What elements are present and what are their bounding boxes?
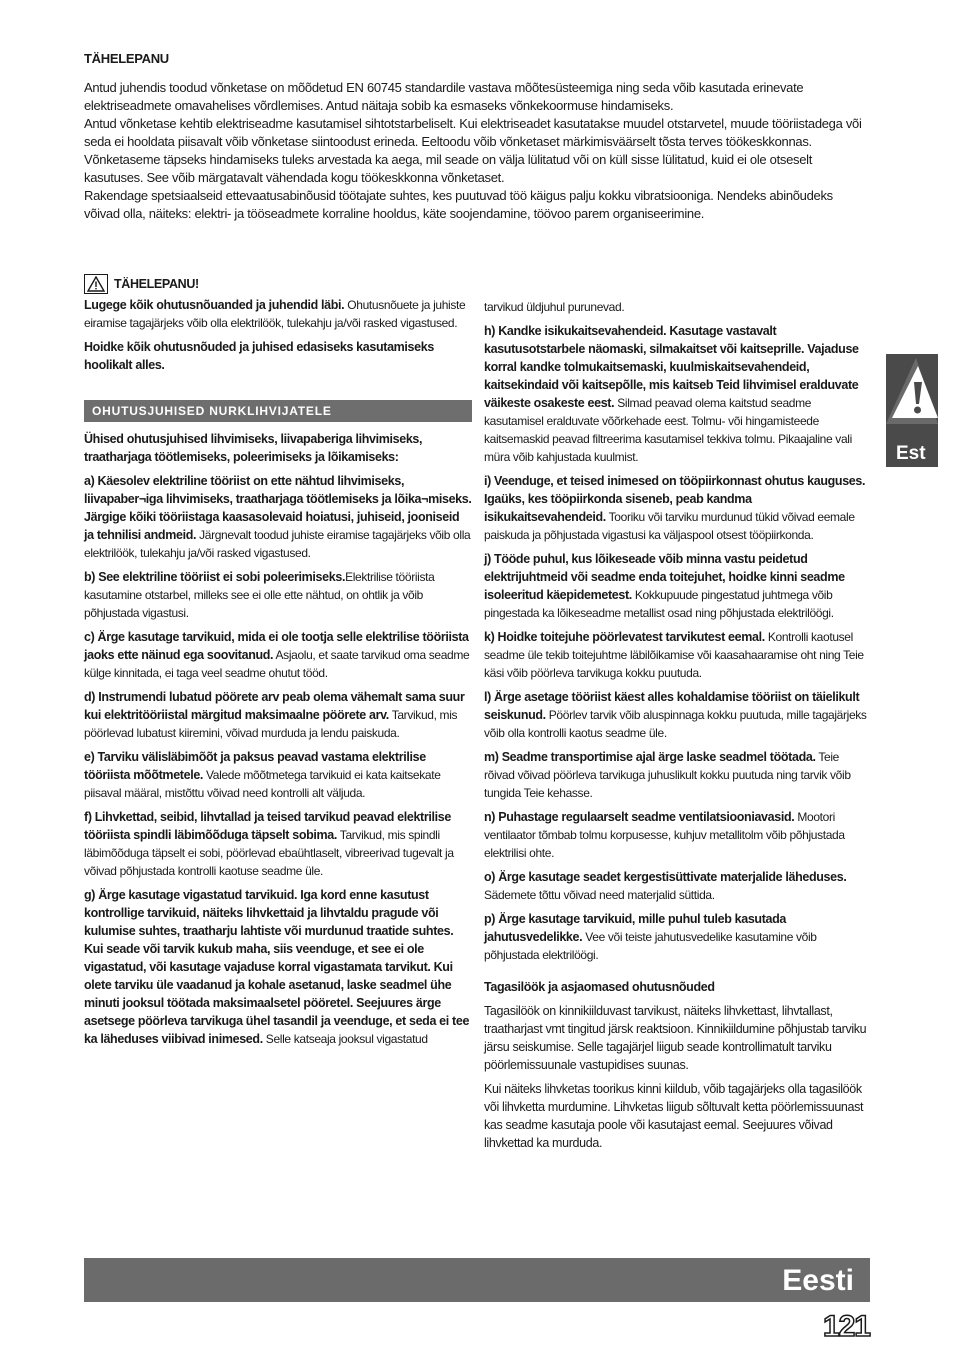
item-bold: f) Lihvkettad, seibid, lihvtallad ja teised tarvikud peavad elektrilise tööriista spindli läbimõõduga täpselt sobima.	[84, 810, 451, 842]
safety-item	[84, 688, 472, 742]
safety-item	[484, 688, 872, 742]
kickback-paragraph: Tagasilöök on kinnikiilduvast tarvikust, näiteks lihvkettast, lihvtallast, traatharjast vmt tingitud järsk reaktsioon. Kinnikiildumine põhjustab tarviku järsu seiskumise. Selle tagajärjel liigub seade kontrollimatult tarviku pöörlemissuunale vastupidises suunas.	[484, 1004, 867, 1072]
item-text: Tarvikud, mis pöörlevad lubatust kiiremini, võivad murduda ja lendu paiskuda.	[84, 708, 458, 740]
warning-bold: Lugege kõik ohutusnõuanded ja juhendid läbi.	[84, 298, 345, 312]
section-title: OHUTUSJUHISED NURKLIHVIJATELE	[84, 400, 472, 422]
kickback-subheading: Tagasilöök ja asjaomased ohutusnõuded	[484, 980, 715, 994]
item-text: Kokkupuude pingestatud juhtmega võib pingestada ka lõikeseadme metallist osad ning põhjustada elektrilöögi.	[484, 588, 834, 620]
vibration-notice	[84, 50, 870, 223]
item-bold: o) Ärge kasutage seadet kergestisüttivate materjalide läheduses.	[484, 870, 847, 884]
item-text: Mootori ventilaator tõmbab tolmu korpusesse, kuhjuv metallitolm võib põhjustada elektrilisi ohte.	[484, 810, 845, 860]
safety-item	[484, 628, 872, 682]
item-bold: e) Tarviku välisläbimõõt ja paksus peavad vastama elektrilise tööriista mõõtmetele.	[84, 750, 426, 782]
safety-item	[84, 748, 472, 802]
page-number: 121	[822, 1310, 870, 1343]
item-bold: l) Ärge asetage tööriist käest alles kohaldamise tööriist on täielikult seiskunud.	[484, 690, 860, 722]
warning-text	[84, 296, 472, 332]
item-text: Vee või teiste jahutusvedelike kasutamine võib põhjustada elektrilöögi.	[484, 930, 817, 962]
item-bold: i) Veenduge, et teised inimesed on tööpiirkonnast ohutus kauguses. Igaüks, kes tööpiirkonda siseneb, peab kandma isikukaitsevahendeid.	[484, 474, 866, 524]
continuation-text: tarvikud üldjuhul purunevad.	[484, 300, 625, 314]
item-text: Tarvikud, mis spindli läbimõõduga täpselt ei sobi, pöörlevad ebaühtlaselt, vibreerivad tugevalt ja võivad põhjustada kontrolli kaotuse seadme üle.	[84, 828, 454, 878]
safety-item	[84, 886, 472, 1048]
item-text: Silmad peavad olema kaitstud seadme kasutamisel eralduvate võõrkehade eest. Tolmu- või hingamisteede kaitsemaskid peavad filtreerima kasutamisel tekkiva tolmu. Pikaajaline vali müra võib kahjustada kuulmist.	[484, 396, 852, 464]
tab-language-label: Est	[896, 443, 926, 464]
notice-paragraph: Antud juhendis toodud võnketase on mõõdetud EN 60745 standardile vastava mõõtesüsteemiga ning seda võib kasutada erinevate elektriseadmete omavahelises võrdlemises. Antud näitaja sobib ka esmaseks võnkekoormuse hindamiseks.	[84, 80, 804, 113]
warning-body: Ohutusnõuete ja juhiste eiramise tagajärjeks võib olla elektrilöök, tulekahju ja/või rasked vigastused.	[84, 298, 466, 330]
warning-label: TÄHELEPANU!	[114, 277, 199, 291]
section-intro	[84, 430, 472, 466]
item-bold: a) Käesolev elektriline tööriist on ette nähtud lihvimiseks, liivapaber¬iga lihvimiseks, traatharjaga töötlemiseks ja lõika¬miseks. Järgige kõiki tööriistaga kaasasolevaid hoiatusi, juhiseid, jooniseid ja tehnilisi andmeid.	[84, 474, 472, 542]
item-bold: k) Hoidke toitejuhe pöörlevatest tarvikutest eemal.	[484, 630, 765, 644]
safety-item	[484, 322, 872, 466]
keep-instructions	[84, 338, 472, 374]
item-text: Kontrolli kaotusel seadme üle tekib toitejuhtme läbilõikamise või kaasahaaramise oht ning Teie käsi võib pöörleva tarvikuga kokku puutuda.	[484, 630, 864, 680]
notice-heading: TÄHELEPANU	[84, 51, 169, 66]
safety-item	[484, 910, 872, 964]
item-bold: d) Instrumendi lubatud pöörete arv peab olema vähemalt sama suur kui elektritööriistal märgitud maksimaalne pöörete arv.	[84, 690, 465, 722]
item-bold: p) Ärge kasutage tarvikuid, mille puhul tuleb kasutada jahutusvedelikke.	[484, 912, 787, 944]
item-text: Tooriku või tarviku murdunud tükid võivad eemale paiskuda ja põhjustada vigastusi ka väljaspool otsest tööpiirkonda.	[484, 510, 855, 542]
item-text: Sädemete tõttu võivad need materjalid süttida.	[484, 888, 715, 902]
item-text: Asjaolu, et saate tarvikud oma seadme külge kinnitada, ei taga veel seadme ohutut tööd.	[84, 648, 470, 680]
safety-item	[84, 568, 472, 622]
left-column	[84, 274, 472, 1054]
item-bold: b) See elektriline tööriist ei sobi poleerimiseks.	[84, 570, 346, 584]
item-bold: m) Seadme transportimise ajal ärge laske seadmel töötada.	[484, 750, 816, 764]
item-bold: c) Ärge kasutage tarvikuid, mida ei ole tootja selle elektrilise tööriista jaoks ette näinud ega soovitanud.	[84, 630, 469, 662]
item-text: Selle katseaja jooksul vigastatud	[262, 1032, 428, 1046]
footer-bar	[84, 1258, 870, 1302]
right-column	[484, 298, 872, 1158]
notice-paragraph: Antud võnketase kehtib elektriseadme kasutamisel sihtotstarbeliselt. Kui elektriseadet kasutatakse muudel otstarvetel, muude tööriistadega või seda ei hooldata piisavalt võib võnketase siintoodust erineda. Eeltoodu võib võnketaset märkimisväärselt tõsta terves töökeskkonnas.	[84, 116, 862, 149]
notice-paragraph: Võnketaseme täpseks hindamiseks tuleks arvestada ka aega, mil seade on välja lülitatud või on küll sisse lülitatud, kuid ei ole otseselt kasutuses. See võib märgatavalt vähendada kogu töökeskkonna võnketaset.	[84, 152, 813, 185]
safety-item	[484, 868, 872, 904]
safety-item	[484, 550, 872, 622]
safety-item	[84, 808, 472, 880]
warning-heading	[84, 274, 472, 294]
safety-item	[484, 472, 872, 544]
safety-item	[484, 748, 872, 802]
item-text: Pöörlev tarvik võib aluspinnaga kokku puutuda, mille tagajärjeks võib olla kontrolli kaotus seadme üle.	[484, 708, 867, 740]
safety-item	[484, 808, 872, 862]
warning-exclamation-icon	[886, 354, 938, 440]
item-bold: j) Tööde puhul, kus lõikeseade võib minna vastu peidetud elektrijuhtmeid või seadme enda toitejuhet, hoidke kinni seadme isoleeritud käepidemetest.	[484, 552, 845, 602]
item-text: Järgnevalt toodud juhiste eiramise tagajärjeks võib olla elektrilöök, tulekahju ja/või rasked vigastused.	[84, 528, 471, 560]
safety-item	[84, 472, 472, 562]
intro-bold: Ühised ohutusjuhised lihvimiseks, liivapaberiga lihvimiseks, traatharjaga töötlemiseks, poleerimiseks ja lõikamiseks:	[84, 432, 423, 464]
safety-item	[84, 628, 472, 682]
keep-bold: Hoidke kõik ohutusnõuded ja juhised edasiseks kasutamiseks hoolikalt alles.	[84, 340, 434, 372]
notice-paragraph: Rakendage spetsiaalseid ettevaatusabinõusid töötajate suhtes, kes puutuvad töö käigus palju kokku vibratsiooniga. Nendeks abinõudeks võivad olla, näiteks: elektri- ja tööseadmete korraline hooldus, käte soojendamine, töövoo parem organiseerimine.	[84, 188, 833, 221]
kickback-paragraph: Kui näiteks lihvketas toorikus kinni kiildub, võib tagajärjeks olla tagasilöök või lihvketta murdumine. Lihvketas liigub sõltuvalt ketta pöörlemissuunast kas seadme kasutaja poole või kasutajast eemal. Seejuures võivad lihvkettad ka murduda.	[484, 1082, 864, 1150]
item-bold: n) Puhastage regulaarselt seadme ventilatsiooniavasid.	[484, 810, 795, 824]
item-bold: h) Kandke isikukaitsevahendeid. Kasutage vastavalt kasutusotstarbele näomaski, silmakaitset või kaitseprille. Vajaduse korral kandke tolmukaitsemaski, kuulmiskaitsevahendeid, kaitsekindaid või kaitsepõlle, mis kaitseb Teid lihvimisel eralduvate väikeste osakeste eest.	[484, 324, 859, 410]
warning-triangle-icon	[84, 274, 108, 294]
item-bold: g) Ärge kasutage vigastatud tarvikuid. Iga kord enne kasutust kontrollige tarvikuid, näiteks lihvkettaid ja lihvtaldu pragude või kulumise suhtes, traatharju lahtiste või murdunud traatide suhtes. Kui seade või tarvik kukub maha, siis veenduge, et see ei ole vigastatud, või kasutage vajaduse korral vigastamata tarvikut. Kui olete tarviku üle vaadanud ja kohale asetanud, laske seadmel ühe minuti jooksul töötada maksimaalsetel pööretel. Seejuures ärge asetsege pöörleva tarvikuga ühel tasandil ja veenduge, et seda ei tee ka läheduses viibivad inimesed.	[84, 888, 470, 1046]
item-text: Elektrilise tööriista kasutamine otstarbel, milleks see ei olle ette nähtud, on ohtlik ja võib põhjustada vigastusi.	[84, 570, 435, 620]
language-side-tab	[886, 354, 938, 467]
item-text: Teie rõivad võivad pöörleva tarvikuga juhuslikult kokku puutuda ning tarvik võib tungida Teie kehasse.	[484, 750, 851, 800]
item-text: Valede mõõtmetega tarvikuid ei kata kaitsekate piisaval määral, mistõttu võivad need kontrolli alt väljuda.	[84, 768, 441, 800]
footer-language: Eesti	[782, 1264, 854, 1297]
